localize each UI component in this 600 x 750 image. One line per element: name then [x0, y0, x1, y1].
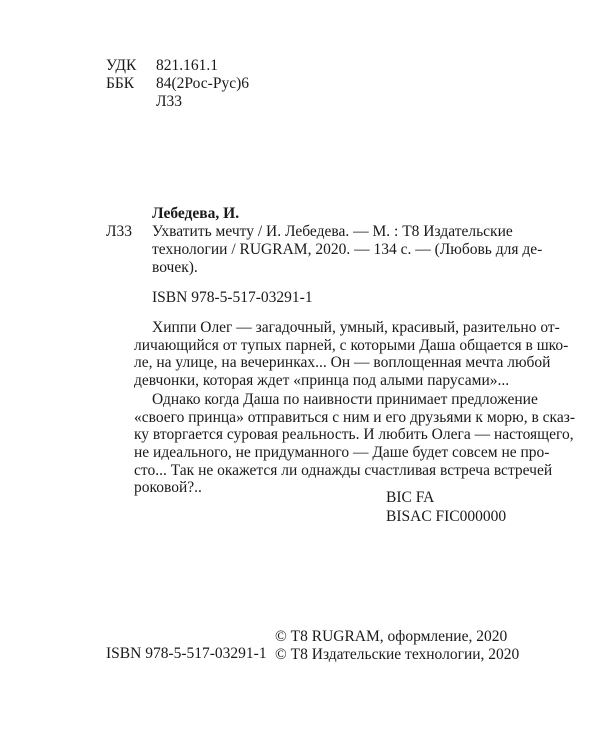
abstract-line: ле, на улице, на вечеринках... Он — воплощенная мечта любой: [134, 354, 551, 372]
author-code-row: [106, 93, 249, 111]
catalog-author: Лебедева, И.: [152, 205, 240, 222]
bisac-code: BISAC FIC000000: [386, 508, 507, 525]
footer-isbn: ISBN 978-5-517-03291-1: [106, 645, 267, 662]
copyright-line: © Т8 RUGRAM, оформление, 2020: [275, 628, 508, 645]
abstract-line: Хиппи Олег — загадочный, умный, красивый, разительно от-: [152, 319, 560, 336]
catalog-isbn: ISBN 978-5-517-03291-1: [152, 289, 313, 306]
bib-line: технологии / RUGRAM, 2020. — 134 с. — (Любовь для де-: [152, 241, 543, 258]
abstract-line: «своего принца» отправиться с ним и его друзьями к морю, в сказ-: [134, 408, 576, 426]
udk-value: 821.161.1: [156, 57, 218, 74]
abstract-line: ку вторгается суровая реальность. И любить Олега — настоящего,: [134, 426, 574, 444]
udk-label: УДК: [106, 57, 137, 74]
abstract-line: девчонки, которая ждет «принца под алыми парусами»...: [134, 372, 510, 390]
bib-line: вочек).: [152, 259, 198, 276]
abstract-line: роковой?..: [134, 479, 202, 497]
udk-row: [106, 57, 249, 75]
bbk-row: [106, 75, 249, 93]
copyright-line: © Т8 Издательские технологии, 2020: [275, 646, 520, 663]
abstract: [134, 319, 576, 497]
abstract-line: личающийся от тупых парней, с которыми Даша общается в шко-: [134, 336, 569, 354]
abstract-line: не идеального, не придуманного — Даше будет совсем не про-: [134, 443, 550, 461]
bbk-value: 84(2Рос-Рус)6: [156, 75, 249, 92]
subject-classification: [386, 488, 506, 526]
author-code: Л33: [156, 93, 183, 110]
copyright-block: [275, 628, 519, 664]
classification-codes: [106, 57, 249, 111]
abstract-line: Однако когда Даша по наивности принимает предложение: [152, 390, 538, 408]
bibliographic-record: [152, 223, 543, 277]
abstract-line: сто... Так не окажется ли однажды счастливая встреча встречей: [134, 461, 553, 479]
bic-code: BIC FA: [386, 489, 435, 506]
bbk-label: ББК: [106, 75, 135, 92]
bib-line: Ухватить мечту / И. Лебедева. — М. : Т8 Издательские: [152, 223, 513, 240]
catalog-marker: Л33: [106, 223, 133, 240]
